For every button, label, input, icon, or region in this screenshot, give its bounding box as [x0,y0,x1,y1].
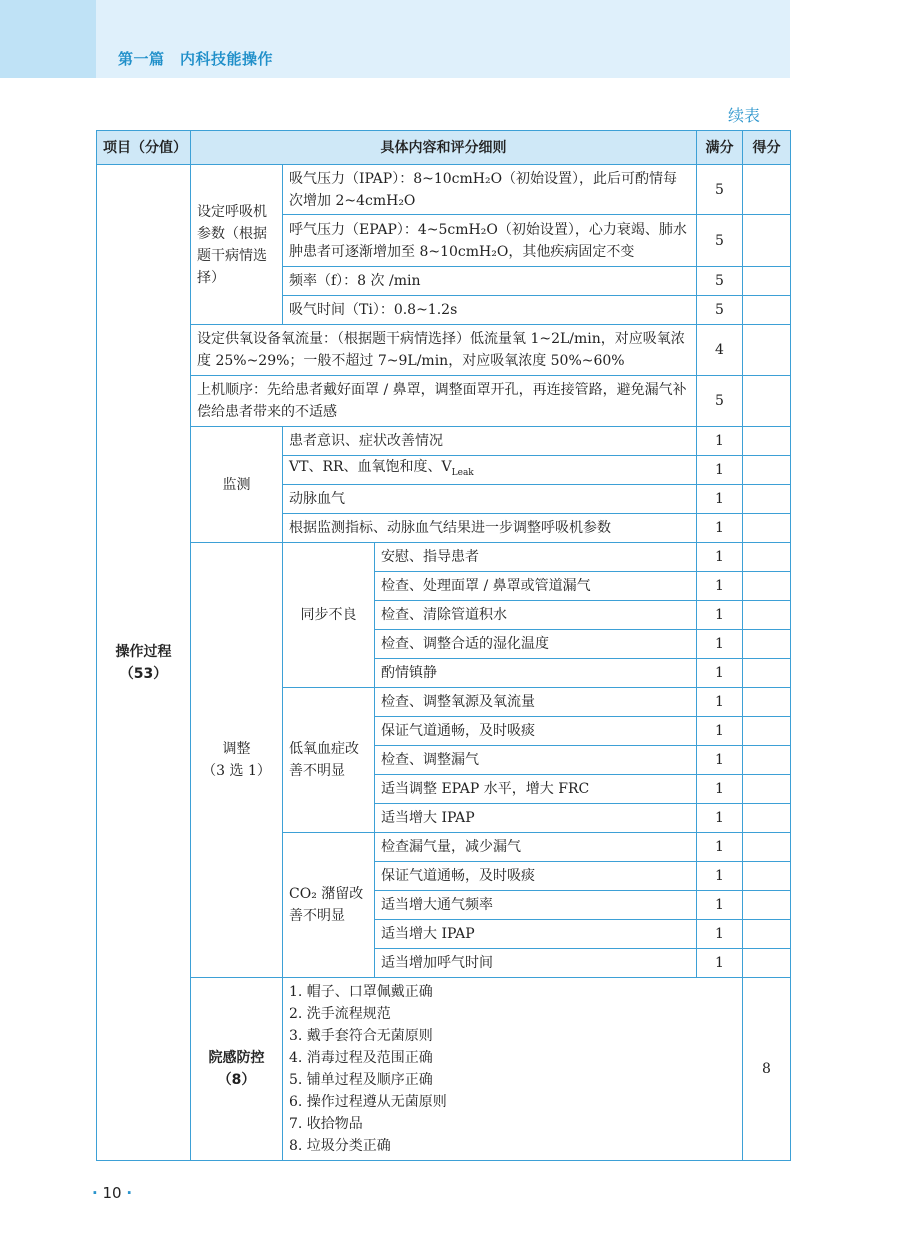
monitor-row-3: 动脉血气 [283,485,697,514]
full-score: 1 [697,543,743,572]
full-score: 1 [697,833,743,862]
adjust-row: 安慰、指导患者 [375,543,697,572]
score-cell[interactable] [743,215,791,267]
full-score: 1 [697,630,743,659]
section-infection [191,978,283,1161]
header-full-score: 满分 [697,131,743,165]
monitor-row-2-text: VT、RR、血氧饱和度、V [289,459,452,476]
full-score: 1 [697,572,743,601]
full-score: 5 [697,165,743,215]
section-process [97,165,191,1161]
full-score: 1 [697,775,743,804]
section-infection-points: （8） [217,1072,256,1088]
adjust-group-3-label: CO₂ 潴留改善不明显 [283,833,375,978]
monitor-row-1: 患者意识、症状改善情况 [283,427,697,456]
section-infection-title: 院感防控 [208,1050,265,1066]
list-item: 7. 收拾物品 [289,1116,363,1132]
full-score: 1 [697,862,743,891]
full-score: 1 [697,949,743,978]
table-header-row [97,131,791,165]
bullet-icon: · [126,1184,133,1202]
full-score: 1 [697,659,743,688]
score-cell[interactable] [743,833,791,862]
score-cell[interactable] [743,775,791,804]
full-score: 1 [697,688,743,717]
chapter-title: 第一篇 内科技能操作 [118,50,274,68]
bullet-icon: · [92,1184,98,1202]
score-cell[interactable] [743,601,791,630]
full-score: 5 [697,296,743,325]
score-cell[interactable] [743,427,791,456]
score-cell[interactable] [743,688,791,717]
infection-list [283,978,743,1161]
table-row [97,543,791,572]
table-row [97,325,791,376]
header-content: 具体内容和评分细则 [191,131,697,165]
score-cell[interactable] [743,572,791,601]
mount-row: 上机顺序：先给患者戴好面罩 / 鼻罩，调整面罩开孔，再连接管路，避免漏气补偿给患者带来的不适感 [191,376,697,427]
full-score: 1 [697,804,743,833]
monitor-label: 监测 [191,427,283,543]
adjust-row: 检查、调整合适的湿化温度 [375,630,697,659]
score-cell[interactable] [743,267,791,296]
score-cell[interactable] [743,717,791,746]
score-cell[interactable] [743,862,791,891]
score-cell[interactable] [743,296,791,325]
monitor-row-2 [283,456,697,485]
list-item: 5. 铺单过程及顺序正确 [289,1072,433,1088]
score-cell[interactable] [743,543,791,572]
table-row [97,376,791,427]
full-score: 8 [743,978,791,1161]
header-score: 得分 [743,131,791,165]
list-item: 2. 洗手流程规范 [289,1006,391,1022]
full-score: 1 [697,485,743,514]
ventilator-label: 设定呼吸机参数（根据题干病情选择） [191,165,283,325]
adjust-row: 保证气道通畅，及时吸痰 [375,862,697,891]
score-cell[interactable] [743,165,791,215]
table-row [97,165,791,215]
adjust-group-1-label: 同步不良 [283,543,375,688]
full-score: 1 [697,601,743,630]
score-cell[interactable] [743,514,791,543]
score-cell[interactable] [743,376,791,427]
full-score: 1 [697,746,743,775]
full-score: 1 [697,514,743,543]
adjust-row: 检查、调整氧源及氧流量 [375,688,697,717]
full-score: 4 [697,325,743,376]
adjust-row: 适当增加呼气时间 [375,949,697,978]
full-score: 1 [697,456,743,485]
scoring-table [96,130,791,1161]
adjust-row: 检查、调整漏气 [375,746,697,775]
full-score: 5 [697,267,743,296]
full-score: 5 [697,376,743,427]
section-process-points: （53） [119,665,168,682]
score-cell[interactable] [743,325,791,376]
ventilator-row-3: 频率（f）：8 次 /min [283,267,697,296]
adjust-group-2-label: 低氧血症改善不明显 [283,688,375,833]
score-cell[interactable] [743,949,791,978]
score-cell[interactable] [743,659,791,688]
list-item: 6. 操作过程遵从无菌原则 [289,1094,447,1110]
adjust-row: 检查、处理面罩 / 鼻罩或管道漏气 [375,572,697,601]
adjust-row: 适当增大 IPAP [375,920,697,949]
list-item: 1. 帽子、口罩佩戴正确 [289,984,433,1000]
score-cell[interactable] [743,804,791,833]
full-score: 5 [697,215,743,267]
score-cell[interactable] [743,746,791,775]
adjust-row: 保证气道通畅，及时吸痰 [375,717,697,746]
adjust-row: 检查漏气量，减少漏气 [375,833,697,862]
adjust-row: 适当调整 EPAP 水平，增大 FRC [375,775,697,804]
ventilator-row-1: 吸气压力（IPAP）：8~10cmH₂O（初始设置），此后可酌情每次增加 2~4cmH₂O [283,165,697,215]
score-cell[interactable] [743,456,791,485]
list-item: 3. 戴手套符合无菌原则 [289,1028,433,1044]
section-process-title: 操作过程 [115,643,172,660]
monitor-row-4: 根据监测指标、动脉血气结果进一步调整呼吸机参数 [283,514,697,543]
oxygen-row: 设定供氧设备氧流量：（根据题干病情选择）低流量氧 1~2L/min，对应吸氧浓度 25%~29%；一般不超过 7~9L/min，对应吸氧浓度 50%~60% [191,325,697,376]
adjust-label [191,543,283,978]
table-row [97,427,791,456]
page-footer [92,1184,132,1202]
full-score: 1 [697,717,743,746]
score-cell[interactable] [743,920,791,949]
adjust-subtitle: （3 选 1） [202,763,271,779]
adjust-row: 酌情镇静 [375,659,697,688]
adjust-row: 适当增大通气频率 [375,891,697,920]
adjust-row: 检查、清除管道积水 [375,601,697,630]
header-item: 项目（分值） [97,131,191,165]
table-row [97,978,791,1161]
page-number: 10 [102,1184,122,1202]
score-cell[interactable] [743,485,791,514]
full-score: 1 [697,920,743,949]
adjust-row: 适当增大 IPAP [375,804,697,833]
continued-label: 续表 [728,106,761,125]
score-cell[interactable] [743,630,791,659]
score-cell[interactable] [743,891,791,920]
full-score: 1 [697,427,743,456]
ventilator-row-2: 呼气压力（EPAP）：4~5cmH₂O（初始设置），心力衰竭、肺水肿患者可逐渐增加至 8~10cmH₂O，其他疾病固定不变 [283,215,697,267]
full-score: 1 [697,891,743,920]
list-item: 8. 垃圾分类正确 [289,1138,391,1154]
adjust-title: 调整 [222,741,251,757]
monitor-row-2-subscript: Leak [451,467,474,478]
header-tab [0,0,96,78]
ventilator-row-4: 吸气时间（Ti）：0.8~1.2s [283,296,697,325]
list-item: 4. 消毒过程及范围正确 [289,1050,433,1066]
